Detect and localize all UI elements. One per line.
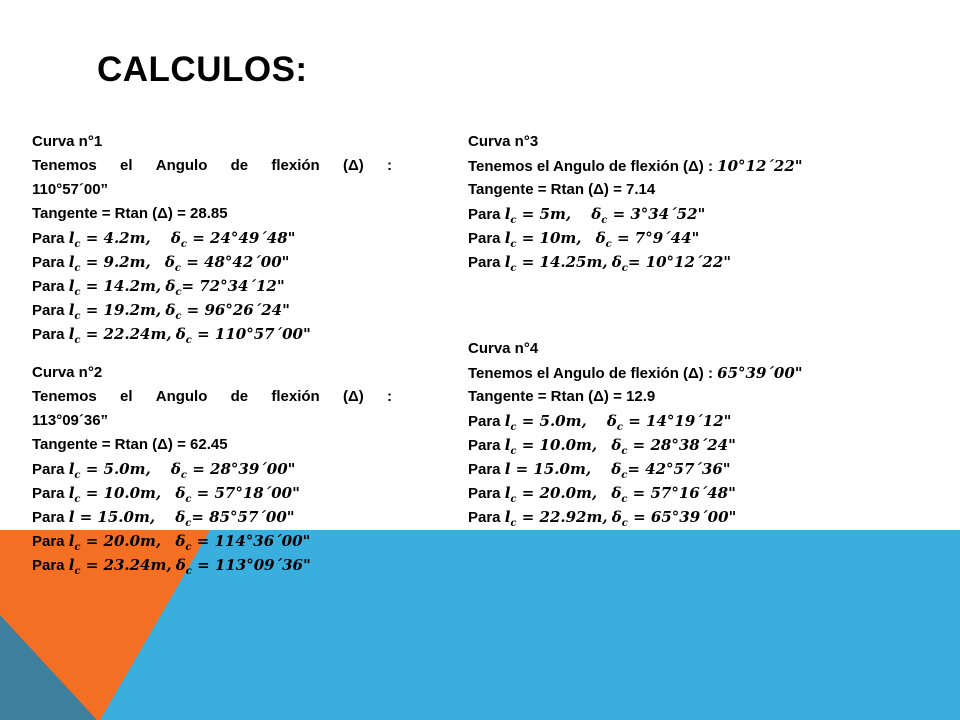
central-angle-value: = 85°57´00" bbox=[191, 508, 295, 526]
arc-row bbox=[32, 322, 392, 346]
central-angle: $\delta_c$ = 114°36´00" bbox=[175, 532, 311, 553]
right-column bbox=[468, 130, 848, 544]
arc-length-value: 15.0m, bbox=[97, 508, 156, 526]
central-angle: $\delta_c$ = 48°42´00" bbox=[164, 253, 290, 274]
para-label: Para bbox=[468, 461, 501, 478]
word: flexión bbox=[271, 157, 320, 174]
deflection-angle-line bbox=[468, 361, 848, 385]
para-label: Para bbox=[468, 485, 501, 502]
central-angle-value: = 96°26´24" bbox=[186, 301, 290, 319]
arc-length-value: 10.0m, bbox=[539, 436, 598, 454]
para-label: Para bbox=[32, 230, 65, 247]
para-label: Para bbox=[468, 509, 501, 526]
central-angle-value: = 24°49´48" bbox=[192, 229, 296, 247]
arc-length-value: 19.2m, bbox=[103, 301, 162, 319]
deflection-angle-label: Tenemos el Angulo de flexión (Δ) : bbox=[468, 365, 718, 382]
tangent-line: Tangente = Rtan (Δ) = 28.85 bbox=[32, 205, 228, 222]
arc-length-value: 10.0m, bbox=[103, 484, 162, 502]
central-angle: $\delta_c$ = 96°26´24" bbox=[165, 301, 290, 322]
central-angle: $\delta_c$ = 57°18´00" bbox=[175, 484, 300, 505]
central-angle-value: = 72°34´12" bbox=[181, 277, 285, 295]
word: : bbox=[386, 157, 392, 174]
arc-row bbox=[32, 298, 392, 322]
arc-length: $l_c = 10.0m$, bbox=[504, 436, 598, 457]
arc-row bbox=[32, 529, 392, 553]
arc-length: $l_c = 23.24m$, bbox=[68, 556, 172, 577]
deflection-angle-label: Tenemos el Angulo de flexión (Δ) : bbox=[468, 158, 718, 175]
arc-length: $l_c = 4.2m$, bbox=[68, 229, 151, 250]
word: Angulo bbox=[155, 157, 208, 174]
arc-length: $l_c = 19.2m$, bbox=[68, 301, 162, 322]
central-angle: $\delta_c$ = 3°34´52" bbox=[591, 205, 706, 226]
central-angle-value: = 48°42´00" bbox=[186, 253, 290, 271]
arc-row bbox=[32, 505, 392, 529]
central-angle-value: = 7°9´44" bbox=[617, 229, 700, 247]
tangent-line: Tangente = Rtan (Δ) = 7.14 bbox=[468, 181, 656, 198]
para-label: Para bbox=[32, 461, 65, 478]
curve-1 bbox=[32, 130, 392, 346]
curve-heading: Curva n°4 bbox=[468, 340, 539, 357]
para-label: Para bbox=[468, 230, 501, 247]
curve-heading: Curva n°1 bbox=[32, 133, 103, 150]
central-angle: $\delta_c$ = 57°16´48" bbox=[611, 484, 736, 505]
arc-length-value: 22.92m, bbox=[539, 508, 608, 526]
central-angle-value: = 28°38´24" bbox=[632, 436, 736, 454]
central-angle: $\delta_c$ = 28°39´00" bbox=[170, 460, 296, 481]
tangent-line: Tangente = Rtan (Δ) = 12.9 bbox=[468, 388, 656, 405]
para-label: Para bbox=[32, 254, 65, 271]
word: el bbox=[119, 388, 133, 405]
arc-row bbox=[468, 409, 848, 433]
curve-3 bbox=[468, 130, 848, 274]
central-angle: $\delta_c=$ 10°12´22" bbox=[611, 253, 732, 274]
arc-length-value: 22.24m, bbox=[103, 325, 172, 343]
arc-row bbox=[32, 274, 392, 298]
arc-row bbox=[32, 481, 392, 505]
arc-row bbox=[32, 553, 392, 577]
central-angle: $\delta_c=$ 85°57´00" bbox=[175, 508, 295, 529]
deflection-angle-value: 110°57´00” bbox=[32, 181, 109, 198]
central-angle-value: = 42°57´36" bbox=[627, 460, 731, 478]
deflection-angle-value: 113°09´36” bbox=[32, 412, 109, 429]
central-angle: $\delta_c$ = 28°38´24" bbox=[611, 436, 736, 457]
arc-length: $l_c = 14.25m$, bbox=[504, 253, 608, 274]
central-angle-value: = 14°19´12" bbox=[628, 412, 732, 430]
central-angle: $\delta_c$ = 24°49´48" bbox=[170, 229, 296, 250]
arc-length: $l_c = 22.24m$, bbox=[68, 325, 172, 346]
arc-length: $l_c = 5.0m$, bbox=[504, 412, 587, 433]
central-angle: $\delta_c=$ 42°57´36" bbox=[611, 460, 731, 481]
para-label: Para bbox=[468, 437, 501, 454]
central-angle: $\delta_c$ = 113°09´36" bbox=[175, 556, 311, 577]
para-label: Para bbox=[468, 206, 501, 223]
para-label: Para bbox=[32, 509, 65, 526]
curve-4 bbox=[468, 337, 848, 529]
arc-length-value: 4.2m, bbox=[103, 229, 151, 247]
central-angle-value: = 114°36´00" bbox=[196, 532, 311, 550]
deflection-angle-value: 65°39´00" bbox=[717, 364, 803, 382]
arc-length: $l_c = 5m$, bbox=[504, 205, 572, 226]
central-angle: $\delta_c=$ 72°34´12" bbox=[165, 277, 285, 298]
arc-row bbox=[32, 457, 392, 481]
arc-length: $l_c = 9.2m$, bbox=[68, 253, 151, 274]
arc-length: l = 15.0m, bbox=[504, 460, 592, 478]
central-angle-value: = 113°09´36" bbox=[197, 556, 311, 574]
deflection-angle-line bbox=[468, 154, 848, 178]
central-angle-value: = 57°16´48" bbox=[632, 484, 736, 502]
central-angle-value: = 28°39´00" bbox=[192, 460, 296, 478]
arc-row bbox=[468, 433, 848, 457]
arc-length: $l_c = 5.0m$, bbox=[68, 460, 151, 481]
word: el bbox=[119, 157, 133, 174]
arc-length: $l_c = 10.0m$, bbox=[68, 484, 162, 505]
arc-length-value: 5m, bbox=[539, 205, 572, 223]
arc-length-value: 14.2m, bbox=[103, 277, 162, 295]
para-label: Para bbox=[32, 278, 65, 295]
word: flexión bbox=[271, 388, 320, 405]
curve-heading: Curva n°3 bbox=[468, 133, 539, 150]
curve-2 bbox=[32, 361, 392, 577]
central-angle-value: = 3°34´52" bbox=[612, 205, 706, 223]
arc-row bbox=[468, 505, 848, 529]
para-label: Para bbox=[468, 254, 501, 271]
arc-row bbox=[468, 202, 848, 226]
arc-length: $l_c = 20.0m$, bbox=[504, 484, 598, 505]
arc-length: l = 15.0m, bbox=[68, 508, 156, 526]
para-label: Para bbox=[32, 533, 65, 550]
arc-length-value: 20.0m, bbox=[103, 532, 162, 550]
central-angle-value: = 65°39´00" bbox=[633, 508, 737, 526]
arc-length-value: 23.24m, bbox=[103, 556, 172, 574]
arc-length-value: 5.0m, bbox=[103, 460, 151, 478]
word: Angulo bbox=[155, 388, 208, 405]
central-angle-value: = 10°12´22" bbox=[627, 253, 732, 271]
para-label: Para bbox=[32, 302, 65, 319]
central-angle: $\delta_c$ = 7°9´44" bbox=[595, 229, 700, 250]
arc-row bbox=[32, 226, 392, 250]
spacer bbox=[468, 289, 848, 337]
central-angle-value: = 110°57´00" bbox=[197, 325, 311, 343]
word: Tenemos bbox=[32, 157, 97, 174]
left-column bbox=[32, 130, 392, 592]
curve-heading: Curva n°2 bbox=[32, 364, 103, 381]
arc-length: $l_c = 20.0m$, bbox=[68, 532, 162, 553]
arc-row bbox=[468, 250, 848, 274]
arc-row bbox=[468, 226, 848, 250]
arc-length-value: 5.0m, bbox=[539, 412, 587, 430]
central-angle-value: = 57°18´00" bbox=[196, 484, 300, 502]
central-angle: $\delta_c$ = 65°39´00" bbox=[611, 508, 737, 529]
arc-length-value: 14.25m, bbox=[539, 253, 608, 271]
deflection-angle-line bbox=[32, 385, 392, 409]
para-label: Para bbox=[32, 485, 65, 502]
deflection-angle-value: 10°12´22" bbox=[717, 157, 803, 175]
arc-length: $l_c = 10m$, bbox=[504, 229, 582, 250]
word: : bbox=[386, 388, 392, 405]
arc-row bbox=[468, 481, 848, 505]
arc-row bbox=[32, 250, 392, 274]
arc-length-value: 9.2m, bbox=[103, 253, 151, 271]
arc-length-value: 20.0m, bbox=[539, 484, 598, 502]
central-angle: $\delta_c$ = 110°57´00" bbox=[175, 325, 311, 346]
arc-length: $l_c = 22.92m$, bbox=[504, 508, 608, 529]
word: (Δ) bbox=[342, 388, 364, 405]
para-label: Para bbox=[468, 413, 501, 430]
word: Tenemos bbox=[32, 388, 97, 405]
deflection-angle-line bbox=[32, 154, 392, 178]
arc-length-value: 15.0m, bbox=[533, 460, 592, 478]
arc-length-value: 10m, bbox=[539, 229, 582, 247]
central-angle: $\delta_c$ = 14°19´12" bbox=[606, 412, 732, 433]
tangent-line: Tangente = Rtan (Δ) = 62.45 bbox=[32, 436, 228, 453]
slide-title: CALCULOS: bbox=[97, 50, 308, 89]
word: de bbox=[230, 157, 249, 174]
arc-length: $l_c = 14.2m$, bbox=[68, 277, 162, 298]
word: de bbox=[230, 388, 249, 405]
arc-row bbox=[468, 457, 848, 481]
para-label: Para bbox=[32, 326, 65, 343]
para-label: Para bbox=[32, 557, 65, 574]
word: (Δ) bbox=[342, 157, 364, 174]
